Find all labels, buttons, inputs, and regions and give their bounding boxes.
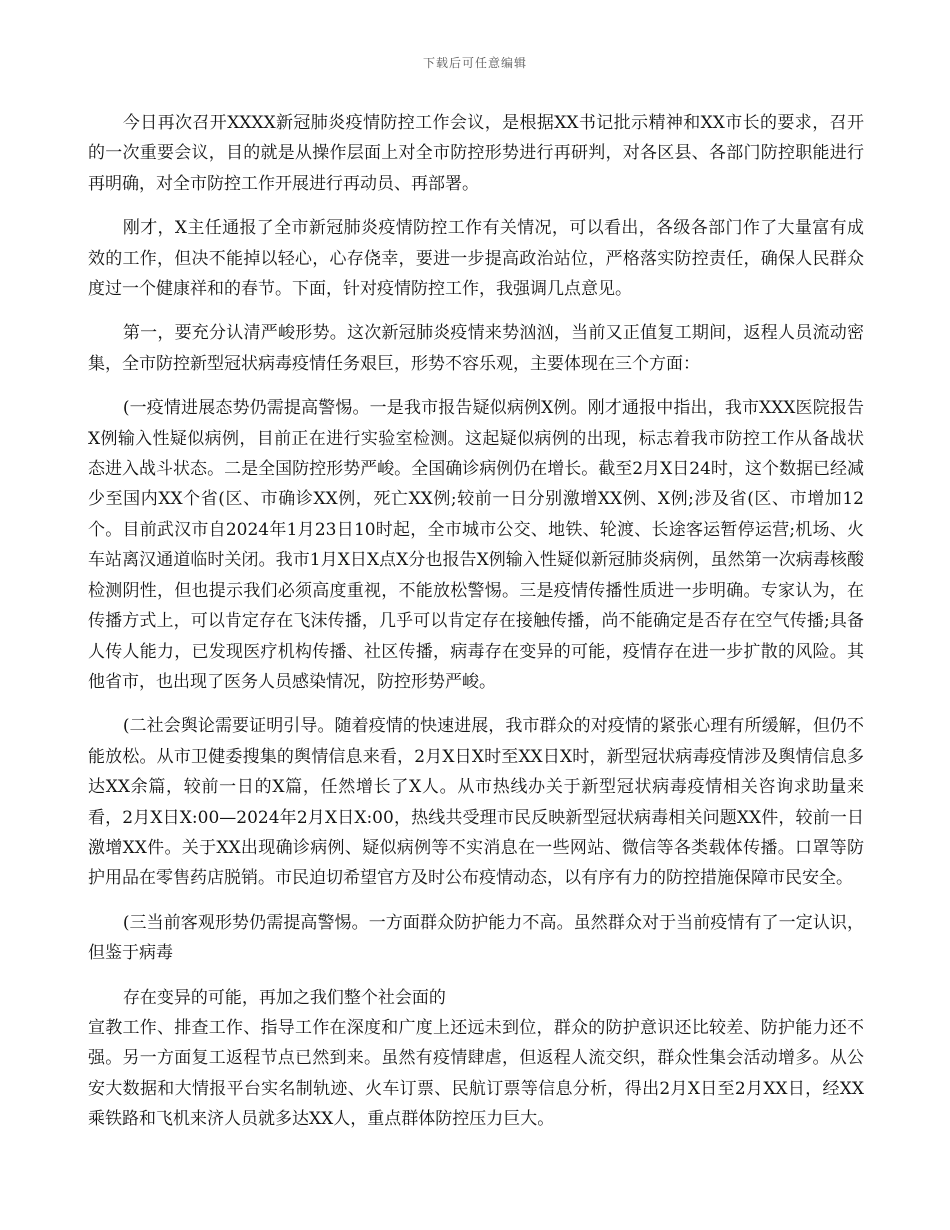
page-header: 下载后可任意编辑 xyxy=(422,56,527,70)
paragraph-objective-situation: (三当前客观形势仍需提高警惕。一方面群众防护能力不高。虽然群众对于当前疫情有了一定认识，但鉴于病毒 xyxy=(88,912,864,964)
paragraph-point-one: 第一，要充分认清严峻形势。这次新冠肺炎疫情来势汹汹，当前又正值复工期间，返程人员流动密集，全市防控新型冠状病毒疫情任务艰巨，形势不容乐观，主要体现在三个方面： xyxy=(88,323,864,374)
paragraph-fragment: 存在变异的可能，再加之我们整个社会面的 xyxy=(122,987,446,1008)
paragraph-continuation: 宣教工作、排查工作、指导工作在深度和广度上还远未到位，群众的防护意识还比较差、防护能力还不强。另一方面复工返程节点已然到来。虽然有疫情肆虐，但返程人流交织，群众性集会活动增多。从公安大数据和大情报平台实名制轨迹、火车订票、民航订票等信息分析，得出2月X日至2月XX日，经XX乘铁路和飞机来济人员就多达XX人，重点群体防控压力巨大。 xyxy=(88,1017,864,1130)
paragraph-epidemic-trend: (一疫情进展态势仍需提高警惕。一是我市报告疑似病例X例。刚才通报中指出，我市XXX医院报告X例输入性疑似病例，目前正在进行实验室检测。这起疑似病例的出现，标志着我市防控工作从备战状态进入战斗状态。二是全国防控形势严峻。全国确诊病例仍在增长。截至2月X日24时，这个数据已经减少至国内XX个省(区、市确诊XX例，死亡XX例;较前一日分别激增XX例、X例;涉及省(区、市增加12个。目前武汉市自2024年1月23日10时起，全市城市公交、地铁、轮渡、长途客运暂停运营;机场、火车站离汉通道临时关闭。我市1月X日X点X分也报告X例输入性疑似新冠肺炎病例，虽然第一次病毒核酸检测阴性，但也提示我们必须高度重视，不能放松警惕。三是疫情传播性质进一步明确。专家认为，在传播方式上，可以肯定存在飞沫传播，几乎可以肯定存在接触传播，尚不能确定是否存在空气传播;具备人传人能力，已发现医疗机构传播、社区传播，病毒存在变异的可能，疫情存在进一步扩散的风险。其他省市，也出现了医务人员感染情况，防控形势严峻。 xyxy=(88,398,864,692)
paragraph-briefing: 刚才，X主任通报了全市新冠肺炎疫情防控工作有关情况，可以看出，各级各部门作了大量富有成效的工作，但决不能掉以轻心，心存侥幸，要进一步提高政治站位，严格落实防控责任，确保人民群众度过一个健康祥和的春节。下面，针对疫情防控工作，我强调几点意见。 xyxy=(88,218,864,300)
paragraph-opening: 今日再次召开XXXX新冠肺炎疫情防控工作会议，是根据XX书记批示精神和XX市长的要求，召开的一次重要会议，目的就是从操作层面上对全市防控形势进行再研判，对各区县、各部门防控职能进行再明确，对全市防控工作开展进行再动员、再部署。 xyxy=(88,113,864,194)
document-body xyxy=(88,108,864,1149)
paragraph-public-opinion: (二社会舆论需要证明引导。随着疫情的快速进展，我市群众的对疫情的紧张心理有所缓解，但仍不能放松。从市卫健委搜集的舆情信息来看，2月X日X时至XX日X时，新型冠状病毒疫情涉及舆情信息多达XX余篇，较前一日的X篇，任然增长了X人。从市热线办关于新型冠状病毒疫情相关咨询求助量来看，2月X日X:00—2024年2月X日X:00，热线共受理市民反映新型冠状病毒相关问题XX件，较前一日激增XX件。关于XX出现确诊病例、疑似病例等不实消息在一些网站、微信等各类载体传播。口罩等防护用品在零售药店脱销。市民迫切希望官方及时公布疫情动态，以有序有力的防控措施保障市民安全。 xyxy=(88,716,864,889)
